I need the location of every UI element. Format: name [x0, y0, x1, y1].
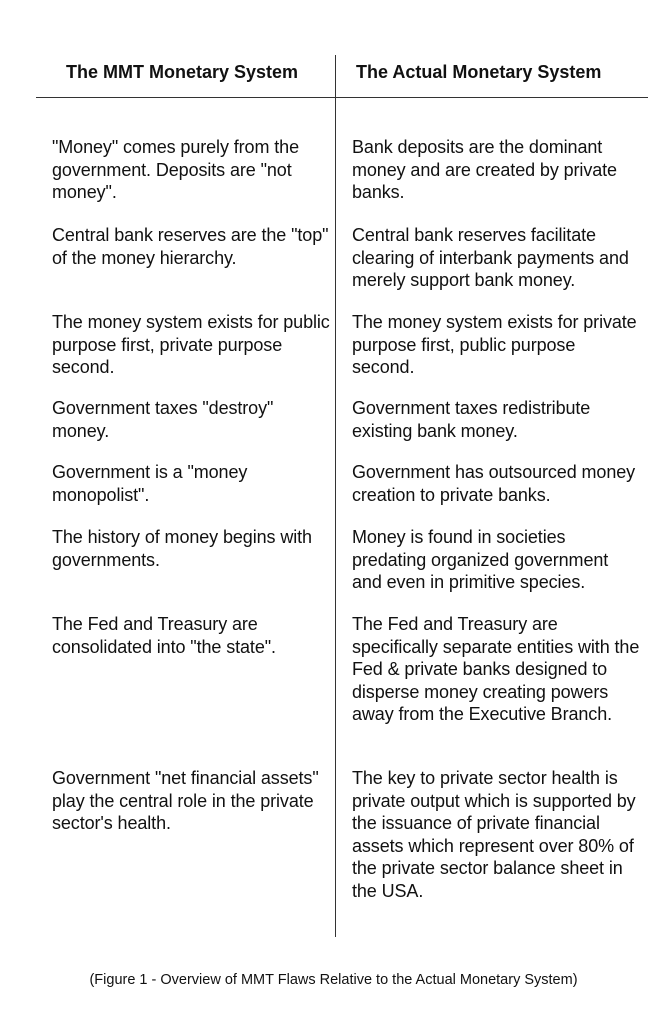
header-mmt-system: The MMT Monetary System	[66, 62, 299, 82]
mmt-claim-5: Government is a "money monopolist".	[52, 462, 248, 505]
actual-claim-3: The money system exists for private purpose first, public purpose second.	[352, 312, 637, 377]
actual-claim-6: Money is found in societies predating organized government and even in primitive species.	[352, 527, 609, 592]
actual-claim-2: Central bank reserves facilitate clearing of interbank payments and merely support bank money.	[352, 225, 629, 290]
mmt-claim-4: Government taxes "destroy" money.	[52, 398, 274, 441]
mmt-claim-7: The Fed and Treasury are consolidated into "the state".	[52, 614, 276, 657]
mmt-claim-8: Government "net financial assets" play the central role in the private sector's health.	[52, 768, 319, 833]
header-actual-system: The Actual Monetary System	[356, 62, 602, 82]
header-rule	[36, 97, 648, 98]
mmt-claim-6: The history of money begins with governments.	[52, 527, 312, 570]
column-divider	[335, 55, 336, 937]
mmt-claim-2: Central bank reserves are the "top" of the money hierarchy.	[52, 225, 329, 268]
actual-claim-8: The key to private sector health is private output which is supported by the issuance of private financial assets which represent over 80% of the private sector balance sheet in the USA.	[352, 768, 636, 901]
actual-claim-1: Bank deposits are the dominant money and are created by private banks.	[352, 137, 617, 202]
mmt-claim-3: The money system exists for public purpose first, private purpose second.	[52, 312, 330, 377]
actual-claim-7: The Fed and Treasury are specifically separate entities with the Fed & private banks designed to disperse money creating powers away from the Executive Branch.	[352, 614, 640, 724]
actual-claim-4: Government taxes redistribute existing bank money.	[352, 398, 591, 441]
mmt-claim-1: "Money" comes purely from the government. Deposits are "not money".	[52, 137, 299, 202]
table-header	[0, 60, 667, 90]
figure-caption: (Figure 1 - Overview of MMT Flaws Relative to the Actual Monetary System)	[89, 972, 578, 988]
actual-claim-5: Government has outsourced money creation to private banks.	[352, 462, 636, 505]
